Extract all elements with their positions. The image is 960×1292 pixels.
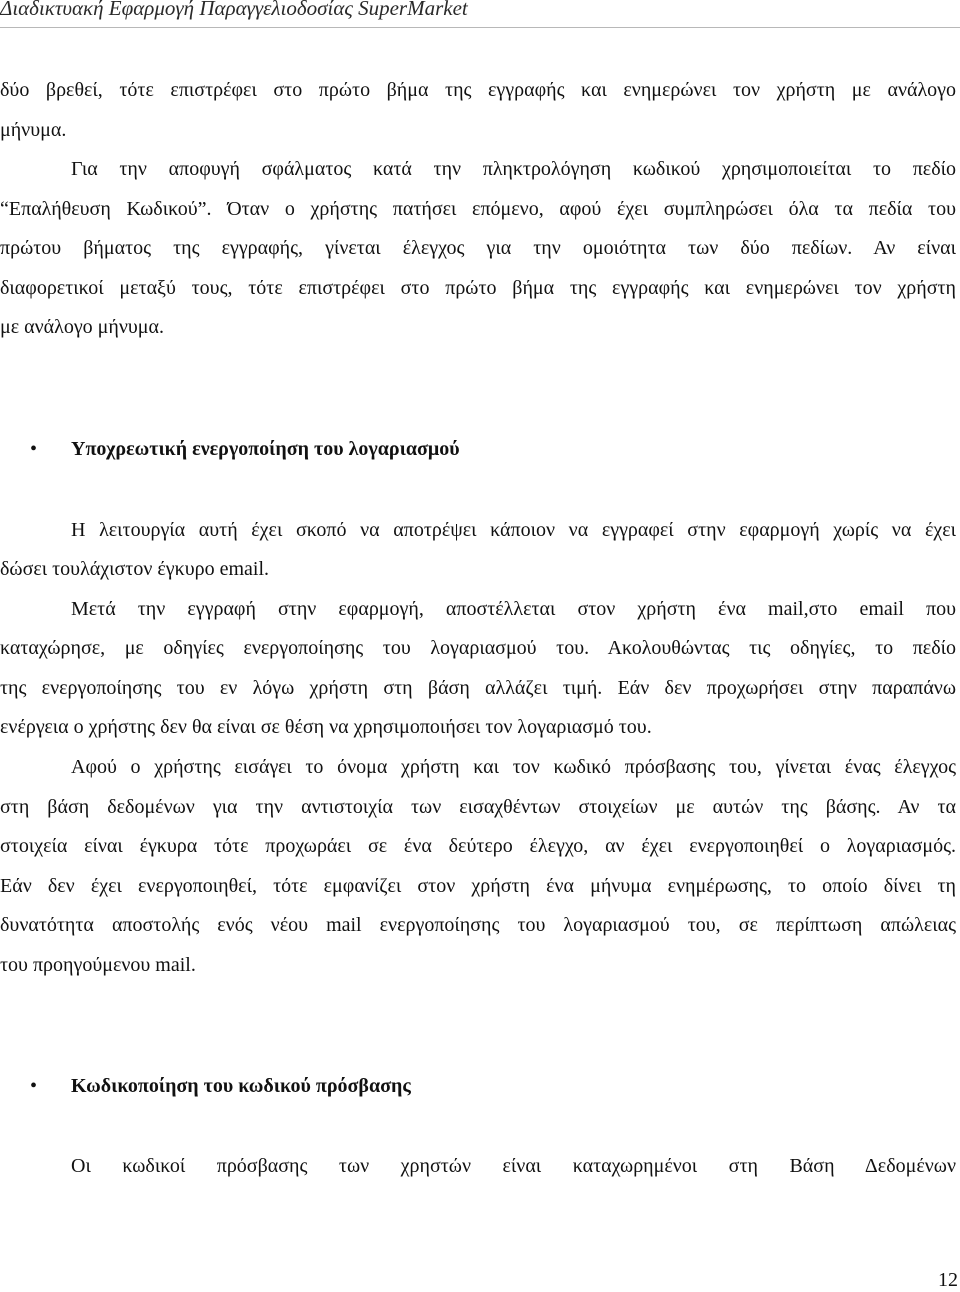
- section-heading: Υποχρεωτική ενεργοποίηση του λογαριασμού: [71, 438, 460, 460]
- text-line: ενέργεια ο χρήστης δεν θα είναι σε θέση να χρησιμοποιήσει τον λογαριασμό του.: [0, 716, 652, 738]
- text-line: “Επαλήθευση Κωδικού”. Όταν ο χρήστης πατήσει επόμενο, αφού έχει συμπληρώσει όλα τα πεδία του: [0, 198, 956, 220]
- text-line: Μετά την εγγραφή στην εφαρμογή, αποστέλλεται στον χρήστη ένα mail,στο email που: [71, 598, 956, 620]
- text-line: του προηγούμενου mail.: [0, 954, 196, 976]
- header-rule: [0, 27, 960, 28]
- page-header-title: Διαδικτυακή Εφαρμογή Παραγγελιοδοσίας SuperMarket: [0, 0, 468, 20]
- text-line: Αφού ο χρήστης εισάγει το όνομα χρήστη και τον κωδικό πρόσβασης του, γίνεται ένας έλεγχος: [71, 756, 956, 778]
- text-line: διαφορετικοί μεταξύ τους, τότε επιστρέφει στο πρώτο βήμα της εγγραφής και ενημερώνει τον χρήστη: [0, 277, 956, 299]
- text-line: δύο βρεθεί, τότε επιστρέφει στο πρώτο βήμα της εγγραφής και ενημερώνει τον χρήστη με ανάλογο: [0, 79, 956, 101]
- text-line: με ανάλογο μήνυμα.: [0, 316, 164, 338]
- text-line: δώσει τουλάχιστον έγκυρο email.: [0, 558, 270, 580]
- text-line: καταχώρησε, με οδηγίες ενεργοποίησης του λογαριασμού του. Ακολουθώντας τις οδηγίες, το πεδίο: [0, 637, 956, 659]
- text-line: μήνυμα.: [0, 119, 67, 141]
- text-line: στοιχεία είναι έγκυρα τότε προχωράει σε ένα δεύτερο έλεγχο, αν έχει ενεργοποιηθεί ο λογαριασμός.: [0, 835, 956, 857]
- text-line: πρώτου βήματος της εγγραφής, γίνεται έλεγχος για την ομοιότητα των δύο πεδίων. Αν είναι: [0, 237, 956, 259]
- text-line: Για την αποφυγή σφάλματος κατά την πληκτρολόγηση κωδικού χρησιμοποιείται το πεδίο: [71, 158, 956, 180]
- text-line: δυνατότητα αποστολής ενός νέου mail ενεργοποίησης του λογαριασμού του, σε περίπτωση απώλειας: [0, 914, 956, 936]
- bullet-icon: •: [30, 438, 38, 460]
- text-line: στη βάση δεδομένων για την αντιστοιχία των εισαχθέντων στοιχείων με αυτών της βάσης. Αν τα: [0, 796, 956, 818]
- section-heading: Κωδικοποίηση του κωδικού πρόσβασης: [71, 1075, 411, 1097]
- page-number: 12: [938, 1269, 958, 1291]
- bullet-icon: •: [30, 1075, 38, 1097]
- text-line: Η λειτουργία αυτή έχει σκοπό να αποτρέψει κάποιον να εγγραφεί στην εφαρμογή χωρίς να έχει: [71, 519, 956, 541]
- text-line: Οι κωδικοί πρόσβασης των χρηστών είναι καταχωρημένοι στη Βάση Δεδομένων: [71, 1155, 956, 1177]
- text-line: της ενεργοποίησης του εν λόγω χρήστη στη βάση αλλάζει τιμή. Εάν δεν προχωρήσει στην παραπάνω: [0, 677, 956, 699]
- text-line: Εάν δεν έχει ενεργοποιηθεί, τότε εμφανίζει στον χρήστη ένα μήνυμα ενημέρωσης, το οποίο δίνει τη: [0, 875, 956, 897]
